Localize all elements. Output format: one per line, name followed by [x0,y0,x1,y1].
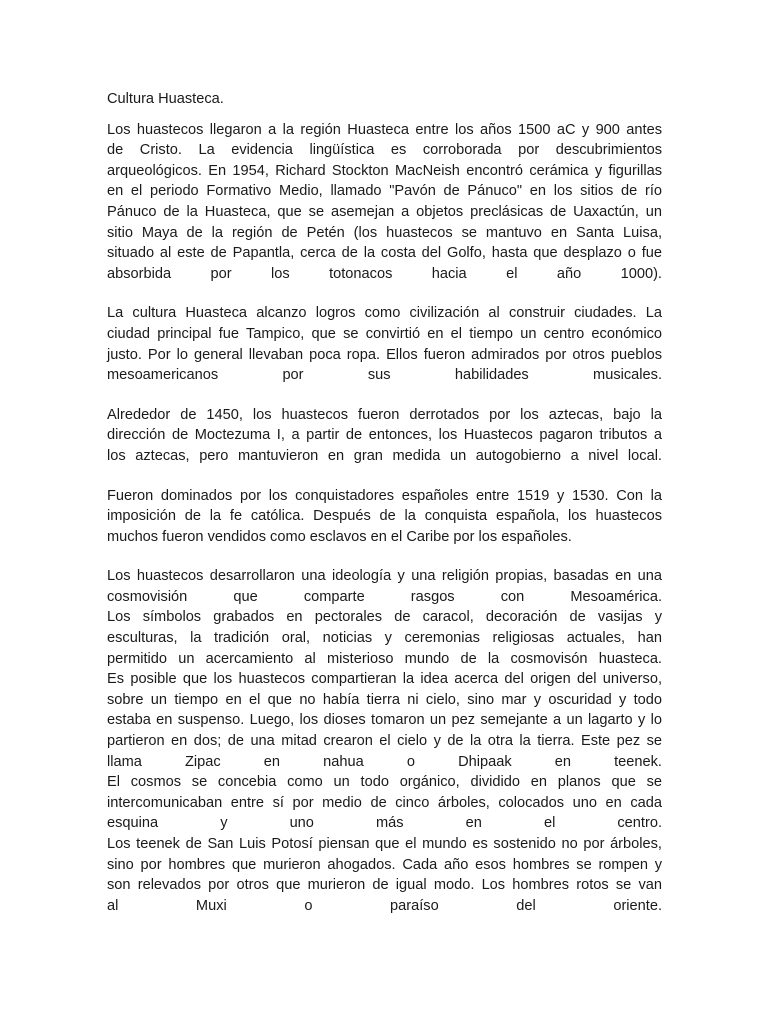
paragraph [107,566,662,916]
text-line: esculturas, la tradición oral, noticias y ceremonias religiosas actuales, han [107,630,662,647]
text-line: Alrededor de 1450, los huastecos fueron derrotados por los aztecas, bajo la [107,406,662,423]
text-line: ciudad principal fue Tampico, que se convirtió en el tiempo un centro económico [107,325,662,342]
paragraph [107,486,662,548]
text-line: Los teenek de San Luis Potosí piensan que el mundo es sostenido no por árboles, [107,836,662,852]
text-line: en el periodo Formativo Medio, llamado "Pavón de Pánuco" en los sitios de río [107,183,662,200]
text-line: Los símbolos grabados en pectorales de caracol, decoración de vasijas y [107,609,662,626]
text-line: arqueológicos. En 1954, Richard Stockton MacNeish encontró cerámica y figurillas [107,162,662,179]
text-line: sitio Maya de la región de Petén (los huastecos se mantuvo en Santa Luisa, [107,224,662,241]
text-line: El cosmos se concebia como un todo orgánico, dividido en planos que se [107,774,662,791]
paragraph [107,120,662,285]
text-line: llama Zipac en nahua o Dhipaak en teenek. [107,753,662,770]
text-line: Los huastecos desarrollaron una ideología y una religión propias, basadas en una [107,568,662,585]
text-line: Es posible que los huastecos compartieran la idea acerca del origen del universo, [107,671,662,688]
document-page [107,89,662,935]
text-line: muchos fueron vendidos como esclavos en el Caribe por los españoles. [107,528,572,545]
paragraph [107,405,662,467]
paragraph [107,303,662,385]
text-line: sobre un tiempo en el que no había tierra ni cielo, sino mar y oscuridad y todo [107,691,662,708]
text-line: absorbida por los totonacos hacia el año 1000). [107,265,662,282]
text-line: justo. Por lo general llevaban poca ropa. Ellos fueron admirados por otros pueblos [107,346,662,363]
text-line: imposición de la fe católica. Después de la conquista española, los huastecos [107,508,662,525]
document-title: Cultura Huasteca. [107,91,224,107]
text-line: dirección de Moctezuma I, a partir de entonces, los Huastecos pagaron tributos a [107,427,662,444]
text-line: Los huastecos llegaron a la región Huasteca entre los años 1500 aC y 900 antes [107,121,662,138]
text-line: La cultura Huasteca alcanzo logros como civilización al construir ciudades. La [107,305,662,322]
text-line: son relevados por otros que murieron de igual modo. Los hombres rotos se van [107,877,662,894]
text-line: mesoamericanos por sus habilidades musicales. [107,367,662,384]
text-line: intercomunicaban entre sí por medio de cinco árboles, colocados uno en cada [107,794,662,811]
text-line: cosmovisión que comparte rasgos con Mesoamérica. [107,588,662,605]
text-line: de Cristo. La evidencia lingüística es corroborada por descubrimientos [107,142,662,159]
text-line: sino por hombres que murieron ahogados. Cada año esos hombres se rompen y [107,856,662,873]
text-line: Fueron dominados por los conquistadores españoles entre 1519 y 1530. Con la [107,487,662,504]
text-line: partieron en dos; de una mitad crearon el cielo y de la otra la tierra. Este pez se [107,733,662,750]
text-line: situado al este de Papantla, cerca de la costa del Golfo, hasta que desplazo o fue [107,245,662,262]
text-line: permitido un acercamiento al misterioso mundo de la cosmovisón huasteca. [107,650,662,667]
text-line: los aztecas, pero mantuvieron en gran medida un autogobierno a nivel local. [107,447,662,464]
text-line: Pánuco de la Huasteca, que se asemejan a objetos preclásicas de Uaxactún, un [107,203,662,220]
document-body [107,120,662,917]
text-line: estaba en suspenso. Luego, los dioses tomaron un pez semejante a un lagarto y lo [107,712,662,729]
text-line: al Muxi o paraíso del oriente. [107,897,662,914]
text-line: esquina y uno más en el centro. [107,815,662,832]
